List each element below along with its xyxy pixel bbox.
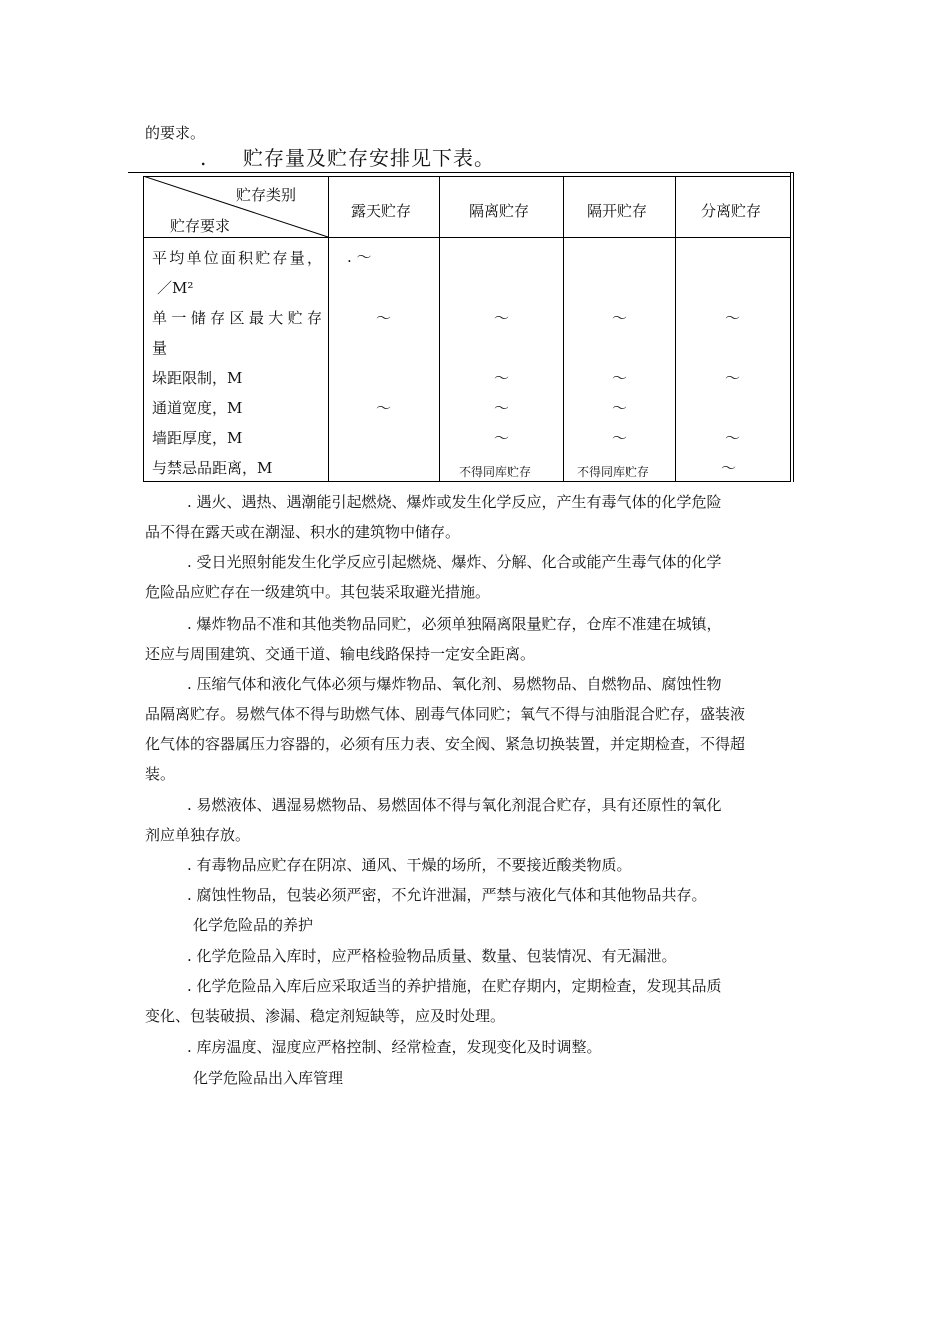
cell-stack-detached: ～ [725,369,741,387]
cell-incompatible-isolated: 不得同库贮存 [459,465,532,479]
row-label-incompatible-distance: 与禁忌品距离，M [152,459,273,477]
para-4-line-4: 装。 [145,765,176,783]
intro-tail-text: 的要求。 [145,124,206,142]
para-2-line-2: 危险品应贮存在一级建筑中。其包装采取避光措施。 [145,583,491,601]
subheading-care: 化学危险品的养护 [193,916,314,934]
care-para-2-line-1: . 化学危险品入库后应采取适当的养护措施，在贮存期内，定期检查，发现其品质 [187,977,722,995]
table-bottom-border [143,481,791,482]
cell-incompatible-detached: ～ [721,459,737,477]
row-label-stack-distance: 垛距限制，M [152,369,243,387]
row-label-max-storage: 单一储存区最大贮存 [152,309,322,327]
care-para-2-line-2: 变化、包装破损、渗漏、稳定剂短缺等，应及时处理。 [145,1007,506,1025]
cell-incompatible-separated: 不得同库贮存 [577,465,650,479]
para-4-line-2: 品隔离贮存。易燃气体不得与助燃气体、剧毒气体同贮；氧气不得与油脂混合贮存，盛装液 [145,705,746,723]
cell-avg-area-open-air: . ～ [347,248,372,266]
para-6-line-1: . 有毒物品应贮存在阴凉、通风、干燥的场所，不要接近酸类物质。 [187,856,632,874]
table-col-divider-2 [439,176,440,482]
care-para-3-line-1: . 库房温度、湿度应严格控制、经常检查，发现变化及时调整。 [187,1038,602,1056]
table-top-border [128,172,793,173]
cell-aisle-open-air: ～ [376,399,392,417]
cell-aisle-separated: ～ [612,399,628,417]
row-label-max-storage-cont: 量 [152,339,168,357]
para-4-line-3: 化气体的容器属压力容器的，必须有压力表、安全阀、紧急切换装置，并定期检查，不得超 [145,735,746,753]
para-3-line-2: 还应与周围建筑、交通干道、输电线路保持一定安全距离。 [145,645,536,663]
para-1-line-2: 品不得在露天或在潮湿、积水的建筑物中储存。 [145,523,461,541]
cell-aisle-isolated: ～ [494,399,510,417]
para-1-line-1: . 遇火、遇热、遇潮能引起燃烧、爆炸或发生化学反应，产生有毒气体的化学危险 [187,493,722,511]
row-label-wall-distance: 墙距厚度，M [152,429,243,447]
cell-max-separated: ～ [612,309,628,327]
cell-max-isolated: ～ [494,309,510,327]
subheading-in-out: 化学危险品出入库管理 [193,1069,344,1087]
cell-wall-separated: ～ [612,429,628,447]
care-para-1-line-1: . 化学危险品入库时，应严格检验物品质量、数量、包装情况、有无漏泄。 [187,947,677,965]
cell-max-open-air: ～ [376,309,392,327]
cell-wall-detached: ～ [725,429,741,447]
cell-stack-separated: ～ [612,369,628,387]
para-5-line-1: . 易燃液体、遇湿易燃物品、易燃固体不得与氧化剂混合贮存，具有还原性的氧化 [187,796,722,814]
para-2-line-1: . 受日光照射能发生化学反应引起燃烧、爆炸、分解、化合或能产生毒气体的化学 [187,553,722,571]
cell-max-detached: ～ [725,309,741,327]
col-header-detached: 分离贮存 [701,202,762,220]
cell-wall-isolated: ～ [494,429,510,447]
table-col-divider-3 [563,176,564,482]
table-right-outer-border [793,172,794,482]
para-3-line-1: . 爆炸物品不准和其他类物品同贮，必须单独隔离限量贮存，仓库不准建在城镇， [187,615,722,633]
col-header-open-air: 露天贮存 [351,202,412,220]
para-5-line-2: 剂应单独存放。 [145,826,251,844]
table-right-border [790,172,791,482]
para-7-line-1: . 腐蚀性物品，包装必须严密，不允许泄漏，严禁与液化气体和其他物品共存。 [187,886,707,904]
diag-header-bottom: 贮存要求 [170,217,231,235]
section-heading-bullet: . [200,146,207,170]
section-heading: 贮存量及贮存安排见下表。 [243,146,495,170]
cell-stack-isolated: ～ [494,369,510,387]
para-4-line-1: . 压缩气体和液化气体必须与爆炸物品、氧化剂、易燃物品、自燃物品、腐蚀性物 [187,675,722,693]
row-label-avg-area-unit: ／M² [157,279,194,297]
col-header-separated: 隔开贮存 [587,202,648,220]
row-label-aisle-width: 通道宽度，M [152,399,243,417]
col-header-isolated: 隔离贮存 [469,202,530,220]
table-col-divider-4 [675,176,676,482]
row-label-avg-area: 平均单位面积贮存量， [152,249,322,267]
diag-header-top: 贮存类别 [236,186,297,204]
